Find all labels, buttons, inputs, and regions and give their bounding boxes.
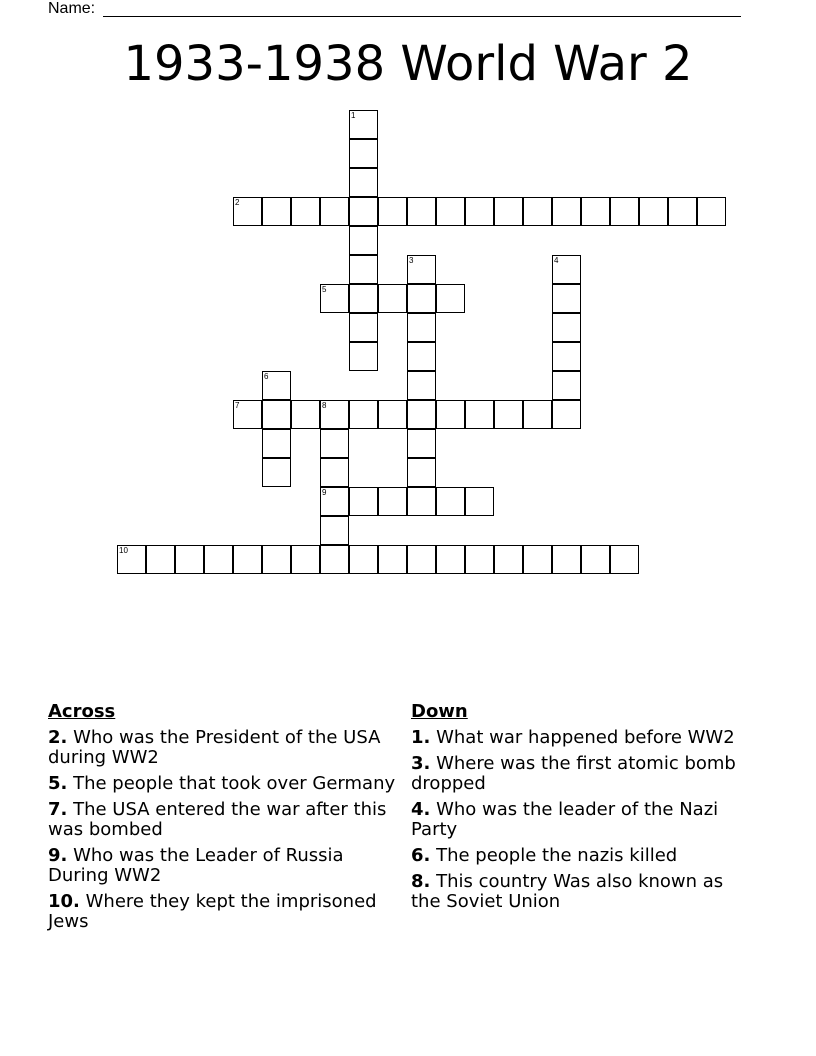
crossword-cell[interactable] — [349, 400, 378, 429]
across-clue-list — [48, 728, 398, 932]
clue-text: Where they kept the imprisoned Jews — [48, 891, 377, 932]
clue-number-label: 9. — [48, 845, 68, 866]
crossword-cell[interactable] — [320, 487, 349, 516]
crossword-cell[interactable] — [581, 197, 610, 226]
crossword-cell[interactable] — [262, 371, 291, 400]
crossword-cell[interactable] — [320, 516, 349, 545]
across-clues — [48, 702, 398, 938]
crossword-cell[interactable] — [552, 371, 581, 400]
clue-number-label: 3. — [411, 753, 431, 774]
down-clue — [411, 800, 751, 840]
down-heading: Down — [411, 701, 468, 722]
clue-text: Who was the President of the USA during WW2 — [48, 727, 381, 768]
crossword-cell[interactable] — [349, 313, 378, 342]
crossword-cell[interactable] — [320, 429, 349, 458]
crossword-cell[interactable] — [320, 458, 349, 487]
crossword-cell[interactable] — [494, 197, 523, 226]
crossword-cell[interactable] — [523, 545, 552, 574]
clue-text: The people that took over Germany — [67, 773, 396, 794]
clue-number: 1 — [351, 111, 356, 120]
crossword-cell[interactable] — [320, 400, 349, 429]
across-clue — [48, 892, 398, 932]
clue-number: 5 — [322, 285, 327, 294]
clue-number: 10 — [119, 546, 128, 555]
clue-number: 4 — [554, 256, 559, 265]
crossword-cell[interactable] — [262, 545, 291, 574]
crossword-cell[interactable] — [407, 545, 436, 574]
crossword-cell[interactable] — [552, 197, 581, 226]
crossword-cell[interactable] — [378, 400, 407, 429]
crossword-cell[interactable] — [349, 545, 378, 574]
crossword-cell[interactable] — [639, 197, 668, 226]
crossword-cell[interactable] — [552, 545, 581, 574]
across-heading: Across — [48, 701, 116, 722]
crossword-cell[interactable] — [349, 110, 378, 139]
clue-text: The people the nazis killed — [430, 845, 678, 866]
name-label: Name: — [48, 0, 96, 17]
crossword-cell[interactable] — [494, 400, 523, 429]
crossword-cell[interactable] — [436, 487, 465, 516]
down-clue — [411, 846, 751, 866]
crossword-cell[interactable] — [262, 197, 291, 226]
crossword-cell[interactable] — [349, 197, 378, 226]
clue-number-label: 8. — [411, 871, 431, 892]
crossword-cell[interactable] — [291, 197, 320, 226]
clue-number: 6 — [264, 372, 269, 381]
crossword-cell[interactable] — [349, 226, 378, 255]
crossword-cell[interactable] — [610, 197, 639, 226]
clue-number-label: 10. — [48, 891, 80, 912]
clue-text: Who was the leader of the Nazi Party — [411, 799, 719, 840]
crossword-cell[interactable] — [233, 400, 262, 429]
crossword-cell[interactable] — [320, 284, 349, 313]
crossword-cell[interactable] — [291, 545, 320, 574]
crossword-cell[interactable] — [494, 545, 523, 574]
crossword-cell[interactable] — [407, 458, 436, 487]
clue-text: Where was the first atomic bomb dropped — [411, 753, 736, 794]
crossword-cell[interactable] — [581, 545, 610, 574]
clue-number-label: 2. — [48, 727, 68, 748]
down-clue — [411, 754, 751, 794]
crossword-cell[interactable] — [407, 487, 436, 516]
crossword-cell[interactable] — [407, 371, 436, 400]
crossword-cell[interactable] — [146, 545, 175, 574]
crossword-cell[interactable] — [552, 284, 581, 313]
clue-number: 2 — [235, 198, 240, 207]
crossword-cell[interactable] — [407, 429, 436, 458]
clue-text: This country Was also known as the Soviet Union — [411, 871, 724, 912]
crossword-cell[interactable] — [320, 545, 349, 574]
crossword-cell[interactable] — [465, 197, 494, 226]
crossword-cell[interactable] — [378, 545, 407, 574]
across-clue — [48, 846, 398, 886]
crossword-cell[interactable] — [436, 545, 465, 574]
crossword-cell[interactable] — [378, 284, 407, 313]
crossword-cell[interactable] — [349, 342, 378, 371]
crossword-cell[interactable] — [262, 458, 291, 487]
crossword-cell[interactable] — [117, 545, 146, 574]
clue-number: 9 — [322, 488, 327, 497]
crossword-cell[interactable] — [552, 342, 581, 371]
down-clues — [411, 702, 751, 918]
crossword-cell[interactable] — [175, 545, 204, 574]
across-clue — [48, 774, 398, 794]
clue-number-label: 7. — [48, 799, 68, 820]
crossword-cell[interactable] — [349, 139, 378, 168]
down-clue-list — [411, 728, 751, 912]
crossword-cell[interactable] — [291, 400, 320, 429]
crossword-cell[interactable] — [378, 197, 407, 226]
crossword-cell[interactable] — [552, 255, 581, 284]
clue-number-label: 6. — [411, 845, 431, 866]
crossword-cell[interactable] — [407, 255, 436, 284]
clue-number: 3 — [409, 256, 414, 265]
crossword-cell[interactable] — [523, 400, 552, 429]
crossword-cell[interactable] — [610, 545, 639, 574]
crossword-cell[interactable] — [407, 284, 436, 313]
crossword-cell[interactable] — [233, 545, 262, 574]
crossword-cell[interactable] — [436, 284, 465, 313]
clue-number: 8 — [322, 401, 327, 410]
crossword-cell[interactable] — [436, 400, 465, 429]
clue-text: What war happened before WW2 — [430, 727, 735, 748]
crossword-cell[interactable] — [407, 342, 436, 371]
down-clue — [411, 872, 751, 912]
crossword-cell[interactable] — [233, 197, 262, 226]
crossword-cell[interactable] — [407, 313, 436, 342]
clue-number-label: 4. — [411, 799, 431, 820]
crossword-cell[interactable] — [349, 487, 378, 516]
across-clue — [48, 728, 398, 768]
crossword-cell[interactable] — [552, 313, 581, 342]
crossword-cell[interactable] — [523, 197, 552, 226]
clue-text: The USA entered the war after this was bombed — [48, 799, 387, 840]
down-clue — [411, 728, 751, 748]
crossword-cell[interactable] — [465, 400, 494, 429]
crossword-cell[interactable] — [378, 487, 407, 516]
crossword-cell[interactable] — [465, 545, 494, 574]
clue-number-label: 5. — [48, 773, 68, 794]
crossword-cell[interactable] — [349, 255, 378, 284]
crossword-cell[interactable] — [262, 400, 291, 429]
crossword-cell[interactable] — [407, 197, 436, 226]
clue-text: Who was the Leader of Russia During WW2 — [48, 845, 344, 886]
crossword-cell[interactable] — [552, 400, 581, 429]
crossword-cell[interactable] — [349, 168, 378, 197]
page-title: 1933-1938 World War 2 — [123, 36, 693, 92]
crossword-cell[interactable] — [349, 284, 378, 313]
crossword-cell[interactable] — [668, 197, 697, 226]
across-clue — [48, 800, 398, 840]
crossword-cell[interactable] — [697, 197, 726, 226]
crossword-cell[interactable] — [436, 197, 465, 226]
crossword-cell[interactable] — [262, 429, 291, 458]
crossword-cell[interactable] — [320, 197, 349, 226]
clue-number-label: 1. — [411, 727, 431, 748]
crossword-cell[interactable] — [465, 487, 494, 516]
clue-number: 7 — [235, 401, 240, 410]
crossword-cell[interactable] — [204, 545, 233, 574]
crossword-cell[interactable] — [407, 400, 436, 429]
